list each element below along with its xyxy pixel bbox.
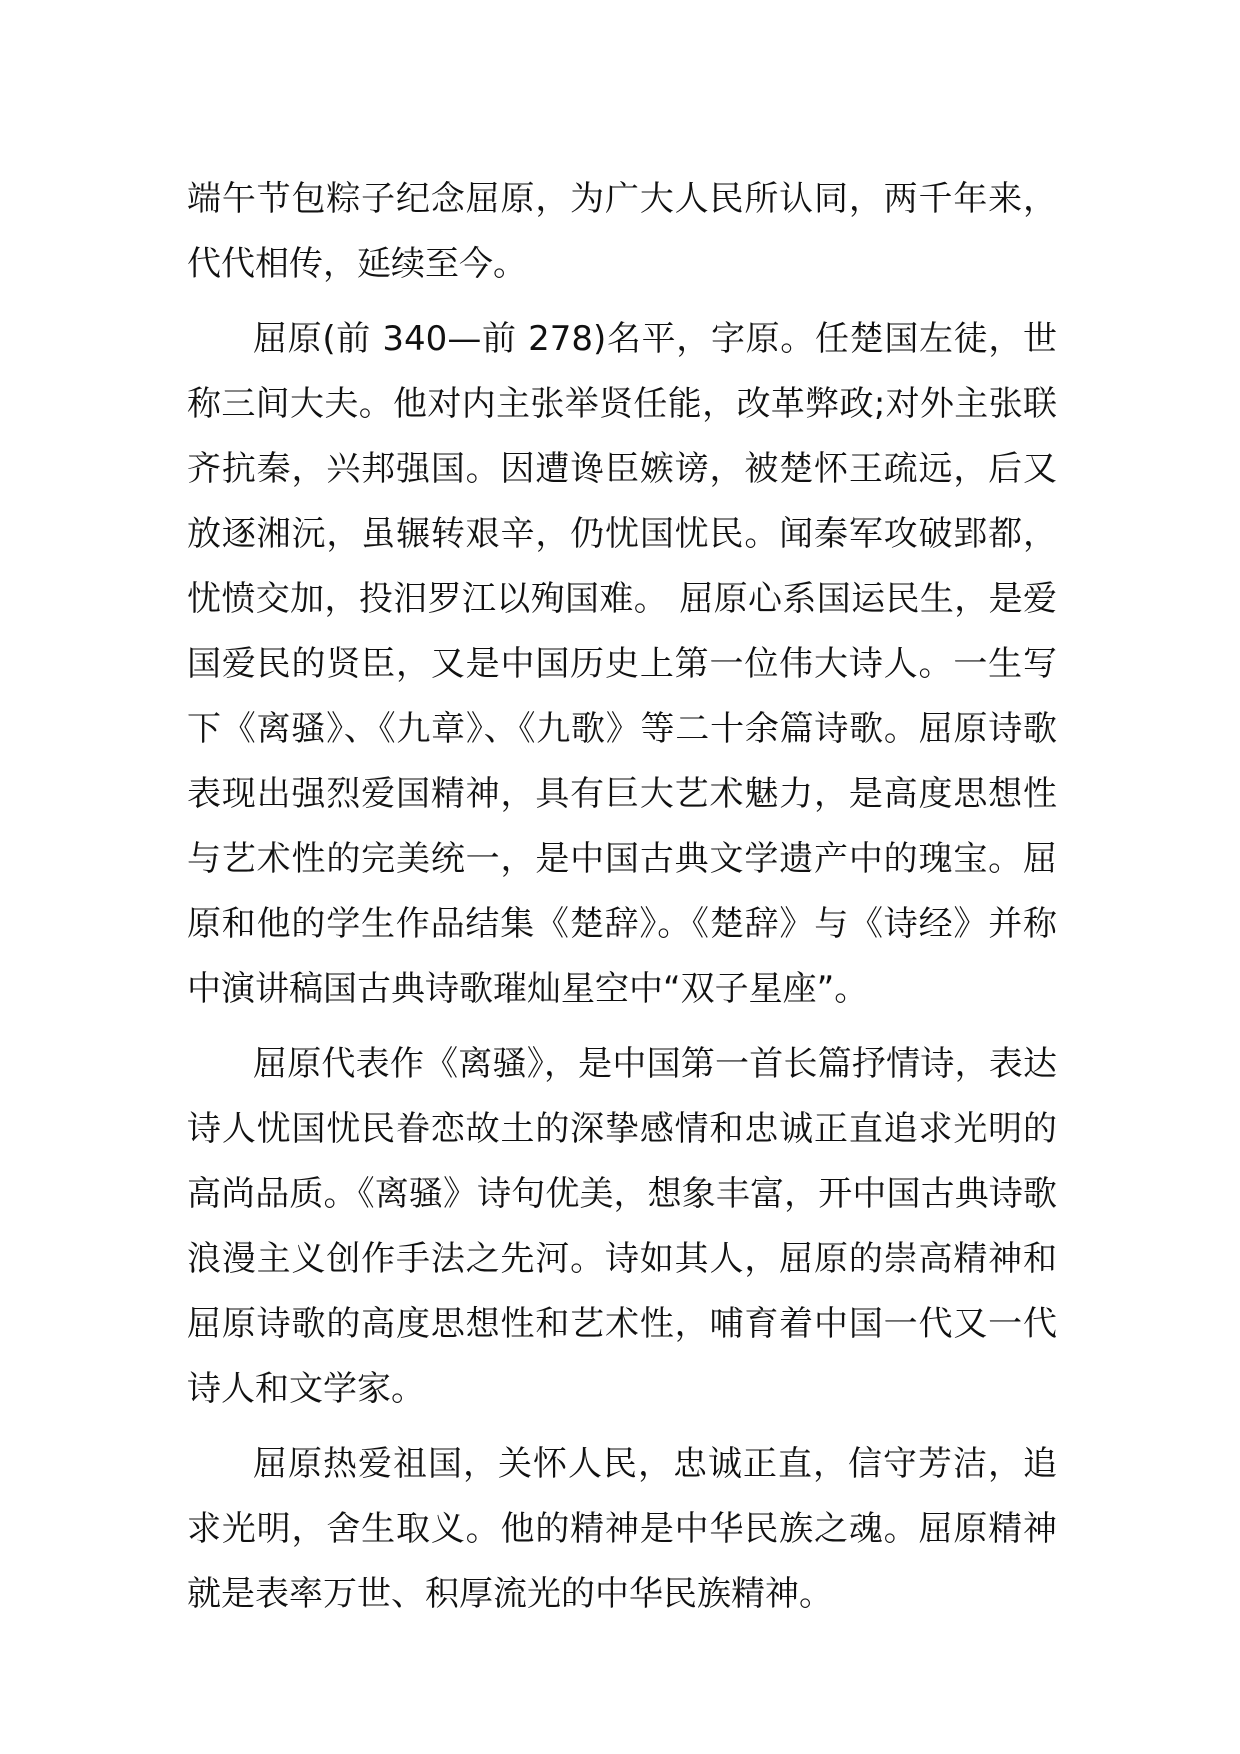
paragraph-2: 屈原(前 340—前 278)名平，字原。任楚国左徒，世称三间大夫。他对内主张举贤任能，改革弊政;对外主张联齐抗秦，兴邦强国。因遭谗臣嫉谤，被楚怀王疏远，后又放逐湘沅，虽辗转艰辛，仍忧国忧民。闻秦军攻破郢都，忧愤交加，投汨罗江以殉国难。 屈原心系国运民生，是爱国爱民的贤臣，又是中国历史上第一位伟大诗人。一生写下《离骚》、《九章》、《九歌》等二十余篇诗歌。屈原诗歌表现出强烈爱国精神，具有巨大艺术魅力，是高度思想性与艺术性的完美统一，是中国古典文学遗产中的瑰宝。屈原和他的学生作品结集《楚辞》。《楚辞》与《诗经》并称中演讲稿国古典诗歌璀灿星空中“双子星座”。 — [187, 319, 1057, 1009]
paragraph-1: 端午节包粽子纪念屈原，为广大人民所认同，两千年来，代代相传，延续至今。 — [187, 179, 1057, 284]
paragraph-4: 屈原热爱祖国，关怀人民，忠诚正直，信守芳洁，追求光明，舍生取义。他的精神是中华民族之魂。屈原精神就是表率万世、积厚流光的中华民族精神。 — [187, 1444, 1057, 1614]
paragraph-3: 屈原代表作《离骚》，是中国第一首长篇抒情诗，表达诗人忧国忧民眷恋故土的深挚感情和忠诚正直追求光明的高尚品质。《离骚》诗句优美，想象丰富，开中国古典诗歌浪漫主义创作手法之先河。诗如其人，屈原的崇高精神和屈原诗歌的高度思想性和艺术性，哺育着中国一代又一代诗人和文学家。 — [187, 1044, 1057, 1409]
document-page — [187, 167, 1057, 1637]
